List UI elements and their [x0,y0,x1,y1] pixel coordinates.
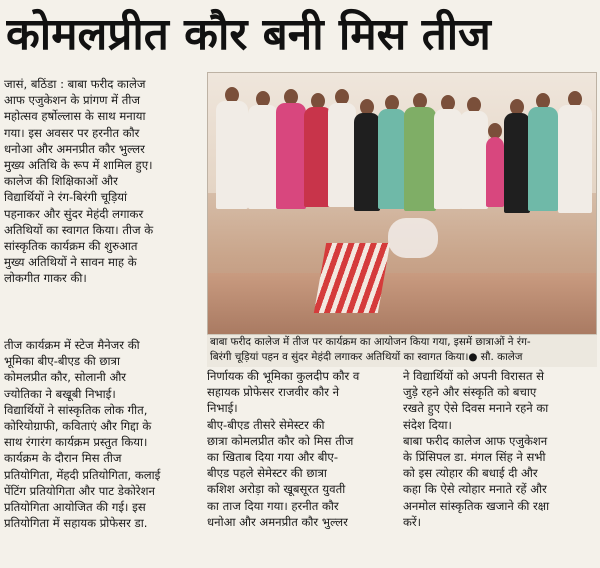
article-line: बाबा फरीद कालेज आफ एजुकेशन [403,433,548,448]
article-line: ने विद्यार्थियों को अपनी विरासत से [403,369,545,383]
article-line: सांस्कृतिक कार्यक्रम की शुरुआत [4,239,138,254]
article-line: विद्यार्थियों ने सांस्कृतिक लोक गीत, [4,402,148,417]
person-figure [354,113,380,211]
article-line: बीएड पहले सेमेस्टर की छात्रा [207,466,327,481]
person-figure [528,107,558,211]
article-column-1-bottom [4,337,202,531]
article-line: महोत्सव हर्षोल्लास के साथ मनाया [4,109,146,124]
person-figure [276,103,306,209]
article-line: धनोआ और अमनप्रीत कौर भुल्लर [4,141,145,156]
person-figure [248,105,278,209]
article-line: प्रतियोगिता, मेंहदी प्रतियोगिता, कलाई [4,467,161,482]
headline: कोमलप्रीत कौर बनी मिस तीज [6,9,491,60]
photo-decor-rug [314,243,390,313]
event-photo [207,72,597,336]
article-line: भूमिका बीए-बीएड की छात्रा [4,354,120,369]
article-line: कार्यक्रम के दौरान मिस तीज [4,451,122,466]
article-line: निभाई। [207,401,238,416]
person-figure [460,111,488,209]
article-line: बीए-बीएड तीसरे सेमेस्टर की [207,417,325,432]
article-line: का ताज दिया गया। हरनीत कौर [207,498,339,513]
photo-caption [207,334,597,367]
article-column-1-top [4,76,202,287]
article-line: कहा कि ऐसे त्योहार मनाते रहें और [403,482,547,497]
article-line: कोमलप्रीत कौर, सोलानी और [4,370,127,385]
article-line: ज्योतिका ने बखूबी निभाई। [4,386,116,401]
person-figure [328,103,356,207]
photo-decor-seat [388,218,438,258]
caption-line: बाबा फरीद कालेज में तीज पर कार्यक्रम का आयोजन किया गया, इसमें छात्राओं ने रंग- [210,336,531,348]
article-line: को इस त्योहार की बधाई दी और [403,466,538,481]
article-line: कशिश अरोड़ा को खूबसूरत युवती [207,482,346,497]
article-line: जासं, बठिंडा : बाबा फरीद कालेज [4,77,146,91]
article-line: करें। [403,514,422,529]
article-line: पेंटिंग प्रतियोगिता और पाट डेकोरेशन [4,483,155,498]
article-line: लोकगीत गाकर की। [4,271,87,286]
person-figure [378,109,406,209]
article-column-2 [207,368,397,530]
article-line: मुख्य अतिथियों ने सावन माह के [4,255,137,270]
person-figure [486,137,504,207]
article-line: के प्रिंसिपल डा. मंगल सिंह ने सभी [403,450,546,465]
person-figure [558,105,592,213]
article-line: छात्रा कोमलप्रीत कौर को मिस तीज [207,433,354,448]
article-line: सहायक प्रोफेसर राजवीर कौर ने [207,385,340,400]
article-line: जुड़े रहने और संस्कृति को बचाए [403,385,537,400]
article-column-3 [403,368,597,530]
article-line: मुख्य अतिथि के रूप में शामिल हुए। [4,158,153,173]
article-line: रखते हुए ऐसे दिवस मनाने रहने का [403,401,549,416]
article-line: धनोआ और अमनप्रीत कौर भुल्लर [207,514,348,529]
article-line: संदेश दिया। [403,417,452,432]
article-line: अतिथियों का स्वागत किया। तीज के [4,222,154,237]
person-figure [504,113,530,213]
article-line: गया। इस अवसर पर हरनीत कौर [4,125,140,140]
photo-floor [208,273,596,335]
article-line: प्रतियोगिता में सहायक प्रोफेसर डा. [4,516,148,531]
article-line: विद्यार्थियों ने रंग-बिरंगी चूड़ियां [4,190,128,205]
article-line: प्रतियोगिता आयोजित की गई। इस [4,500,146,515]
caption-line: बिरंगी चूड़ियां पहन व सुंदर मेहंदी लगाकर अतिथियों का स्वागत किया।● सौ. कालेज [210,351,523,363]
article-line: तीज कार्यक्रम में स्टेज मैनेजर की [4,338,140,352]
person-figure [404,107,436,211]
article-line: कालेज की शिक्षिकाओं और [4,174,118,189]
article-line: पहनाकर और सुंदर मेहंदी लगाकर [4,206,144,221]
article-line: निर्णायक की भूमिका कुलदीप कौर व [207,369,360,383]
person-figure [216,101,248,209]
article-line: आफ एजुकेशन के प्रांगण में तीज [4,93,141,108]
article-line: साथ रंगारंग कार्यक्रम प्रस्तुत किया। [4,435,148,450]
person-figure [434,109,462,209]
article-line: का खिताब दिया गया और बीए- [207,450,339,465]
article-line: कोरियोग्राफी, कविताएं और गिद्दा के [4,419,152,434]
article-line: अनमोल सांस्कृतिक खजाने की रक्षा [403,498,550,513]
